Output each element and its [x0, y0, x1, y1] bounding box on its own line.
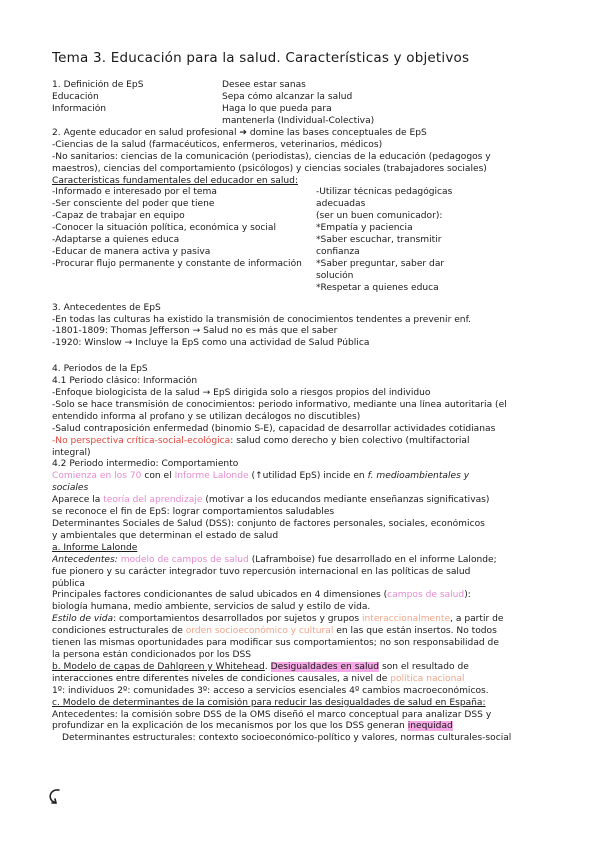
- trait-item: -Utilizar técnicas pedagógicas: [316, 187, 453, 198]
- text-line: -Ciencias de la salud (farmacéuticos, enfermeros, veterinarios, médicos): [52, 139, 383, 150]
- highlight-text: -No perspectiva crítica-social-ecológica: [52, 435, 231, 446]
- text-line: maestros), ciencias del comportamiento (psicólogos) y ciencias sociales (trabajadores sociales): [52, 163, 487, 174]
- trait-item: -Procurar flujo permanente y constante de información: [52, 258, 302, 269]
- text-line: se reconoce el fin de EpS: lograr comportamientos saludables: [52, 507, 335, 518]
- trait-item: *Empatía y paciencia: [316, 223, 413, 234]
- subsection-b-heading: b. Modelo de capas de Dahlgreen y Whitehead: [52, 661, 265, 672]
- trait-item: -Informado e interesado por el tema: [52, 187, 217, 198]
- trait-item: -Adaptarse a quienes educa: [52, 235, 180, 246]
- trait-item: -Conocer la situación política, económica y social: [52, 223, 277, 234]
- subsection-a-heading: a. Informe Lalonde: [52, 542, 138, 553]
- trait-item: -Educar de manera activa y pasiva: [52, 246, 211, 257]
- document-body: 1. Definición de EpS Educación Información Desee estar sanas Sepa cómo alcanzar la salud Haga lo que pueda para mantenerla (Individual-Colectiva) 2. Agente educador en salud profesional ➔ domine las bases conceptuales de EpS -Ciencias de la salud (farmacéuticos, enfermeros, veterinarios, médicos) -No sanitarios: ciencias de la comunicación (periodistas), ciencias de la educación (pedagogos y maestros), ciencias del comportamiento (psicólogos) y ciencias sociales (trabajadores sociales) Características fundamentales del educador en salud: -Informado e interesado por el tema -Ser consciente del poder que tiene -Capaz de trabajar en equipo -Conocer la situación política, económica y social -Adaptarse a quienes educa -Educar de manera activa y pasiva -Procurar flujo permanente y constante de información -Utilizar técnicas pedagógicas adecuadas (ser un buen comunicador): *Empatía y paciencia *Saber escuchar, transmitir confianza *Saber preguntar, saber dar solución *Respetar a quienes educa 3. Antecedentes de EpS -En todas las culturas ha existido la transmisión de conocimientos tendentes a prevenir enf. -1801-1809: Thomas Jefferson → Salud no es más que el saber -1920: Winslow → Incluye la EpS como una actividad de Salud Pública 4. Periodos de la EpS 4.1 Periodo clásico: Información -Enfoque biologicista de la salud → EpS dirigida solo a riesgos propios del individuo -Solo se hace transmisión de conocimientos: periodo informativo, mediante una línea autoritaria (el entendido informa al profano y se utilizan decálogos no discutibles) -Salud contraposición enfermedad (binomio S-E), capacidad de desarrollar actividades cotidianas -No perspectiva crítica-social-ecológica: salud como derecho y bien colectivo (multifactorial integral) 4.2 Periodo intermedio: Comportamiento Comienza en los 70 con el Informe Lalonde (↑utilidad EpS) incide en f. medioambientales y sociales Aparece la teoría del aprendizaje (motivar a los educandos mediante enseñanzas significativas) se reconoce el fin de EpS: lograr comportamientos saludables Determinantes Sociales de Salud (DSS): conjunto de factores personales, sociales, económicos y ambientales que determinan el estado de salud a. Informe Lalonde Antecedentes: modelo de campos de salud (Laframboise) fue desarrollado en el informe Lalonde; fue pionero y su carácter integrador tuvo repercusión internacional en las políticas de salud pública Principales factores condicionantes de salud ubicados en 4 dimensiones (campos de salud): biología humana, medio ambiente, servicios de salud y estilo de vida. Estilo de vida: comportamientos desarrollados por sujetos y grupos interaccionalmente, a partir de condiciones estructurales de orden socioeconómico y cultural en las que están insertos. No todos tienen las mismas oportunidades para modificar sus comportamientos; no son responsabilidad de la persona están condicionados por los DSS b. Modelo de capas de Dahlgreen y Whitehead. Desigualdades en salud son el resultado de interacciones entre diferentes niveles de condiciones causales, a nivel de política nacional 1º: individuos 2º: comunidades 3º: acceso a servicios esenciales 4º cambios macroeconómicos. c. Modelo de determinantes de la comisión para reducir las desigualdades de salud en España: Antecedentes: la comisión sobre DSS de la OMS diseñó el marco conceptual para analizar DSS y profundizar en la explicación de los mecanismos por los que los DSS generan inequidad Determinantes estructurales: contexto socioeconómico-político y valores, normas culturales-social: [52, 80, 548, 745]
- trait-item: *Saber preguntar, saber dar: [316, 258, 445, 269]
- section-3-heading: 3. Antecedentes de EpS: [52, 302, 161, 313]
- definition-term: Información: [52, 103, 107, 114]
- section-4-heading: 4. Periodos de la EpS: [52, 364, 148, 375]
- trait-item: adecuadas: [316, 199, 366, 210]
- text-line: -1920: Winslow → Incluye la EpS como una actividad de Salud Pública: [52, 338, 370, 349]
- section-2-heading: 2. Agente educador en salud profesional ➔ domine las bases conceptuales de EpS: [52, 127, 427, 138]
- highlight-text: Desigualdades en salud: [270, 661, 380, 672]
- text-line: -En todas las culturas ha existido la transmisión de conocimientos tendentes a prevenir enf.: [52, 314, 472, 325]
- subsection-heading: 4.1 Periodo clásico: Información: [52, 376, 198, 387]
- subsection-c-heading: c. Modelo de determinantes de la comisión para reducir las desigualdades de salud en España:: [52, 697, 486, 708]
- trait-item: *Saber escuchar, transmitir: [316, 235, 442, 246]
- trait-item: *Respetar a quienes educa: [316, 282, 439, 293]
- text-line: -No sanitarios: ciencias de la comunicación (periodistas), ciencias de la educación (pedagogos y: [52, 151, 491, 162]
- definition-goal: mantenerla (Individual-Colectiva): [222, 116, 375, 126]
- definition-goal: Desee estar sanas: [222, 80, 306, 90]
- trait-item: confianza: [316, 246, 360, 257]
- highlight-text: inequidad: [407, 721, 453, 732]
- page-title: Tema 3. Educación para la salud. Características y objetivos: [52, 50, 470, 66]
- section-1: [52, 80, 548, 116]
- text-line: tienen las mismas oportunidades para modificar sus comportamientos; no son responsabilidad de: [52, 638, 499, 649]
- trait-item: (ser un buen comunicador):: [316, 211, 443, 222]
- trait-item: solución: [316, 270, 354, 281]
- text-line: Determinantes estructurales: contexto socioeconómico-político y valores, normas culturales-social: [62, 733, 512, 744]
- text-line: -Solo se hace transmisión de conocimientos: periodo informativo, mediante una línea autoritaria (el: [52, 399, 507, 410]
- text-line: Determinantes Sociales de Salud (DSS): conjunto de factores personales, sociales, económicos: [52, 519, 485, 529]
- curved-arrow-icon: [46, 787, 64, 805]
- text-line: integral): [52, 447, 91, 458]
- text-line: entendido informa al profano y se utilizan decálogos no discutibles): [52, 411, 361, 422]
- text-line: y ambientales que determinan el estado de salud: [52, 530, 279, 541]
- text-line: biología humana, medio ambiente, servicios de salud y estilo de vida.: [52, 602, 371, 613]
- text-line: -1801-1809: Thomas Jefferson → Salud no es más que el saber: [52, 326, 338, 337]
- text-line: pública: [52, 578, 85, 589]
- text-line: la persona están condicionados por los DSS: [52, 649, 251, 660]
- definition-goal: Haga lo que pueda para: [222, 103, 332, 114]
- text-line: fue pionero y su carácter integrador tuvo repercusión internacional en las políticas de salud: [52, 566, 471, 577]
- text-line: -Enfoque biologicista de la salud → EpS dirigida solo a riesgos propios del individuo: [52, 388, 431, 399]
- text-line: 1º: individuos 2º: comunidades 3º: acceso a servicios esenciales 4º cambios macroeconómicos.: [52, 685, 489, 696]
- text-line: -Salud contraposición enfermedad (binomio S-E), capacidad de desarrollar actividades cotidianas: [52, 423, 496, 434]
- definition-term: Educación: [52, 91, 99, 102]
- definition-goal: Sepa cómo alcanzar la salud: [222, 91, 353, 102]
- text-line: Antecedentes: la comisión sobre DSS de la OMS diseñó el marco conceptual para analizar DSS y: [52, 709, 492, 720]
- section-1-heading: 1. Definición de EpS: [52, 80, 144, 90]
- text-line: sociales: [52, 483, 89, 494]
- caracteristicas-heading: Características fundamentales del educador en salud:: [52, 175, 299, 186]
- trait-item: -Ser consciente del poder que tiene: [52, 199, 215, 210]
- subsection-heading: 4.2 Periodo intermedio: Comportamiento: [52, 459, 239, 470]
- trait-item: -Capaz de trabajar en equipo: [52, 211, 185, 222]
- educator-traits: [52, 187, 548, 294]
